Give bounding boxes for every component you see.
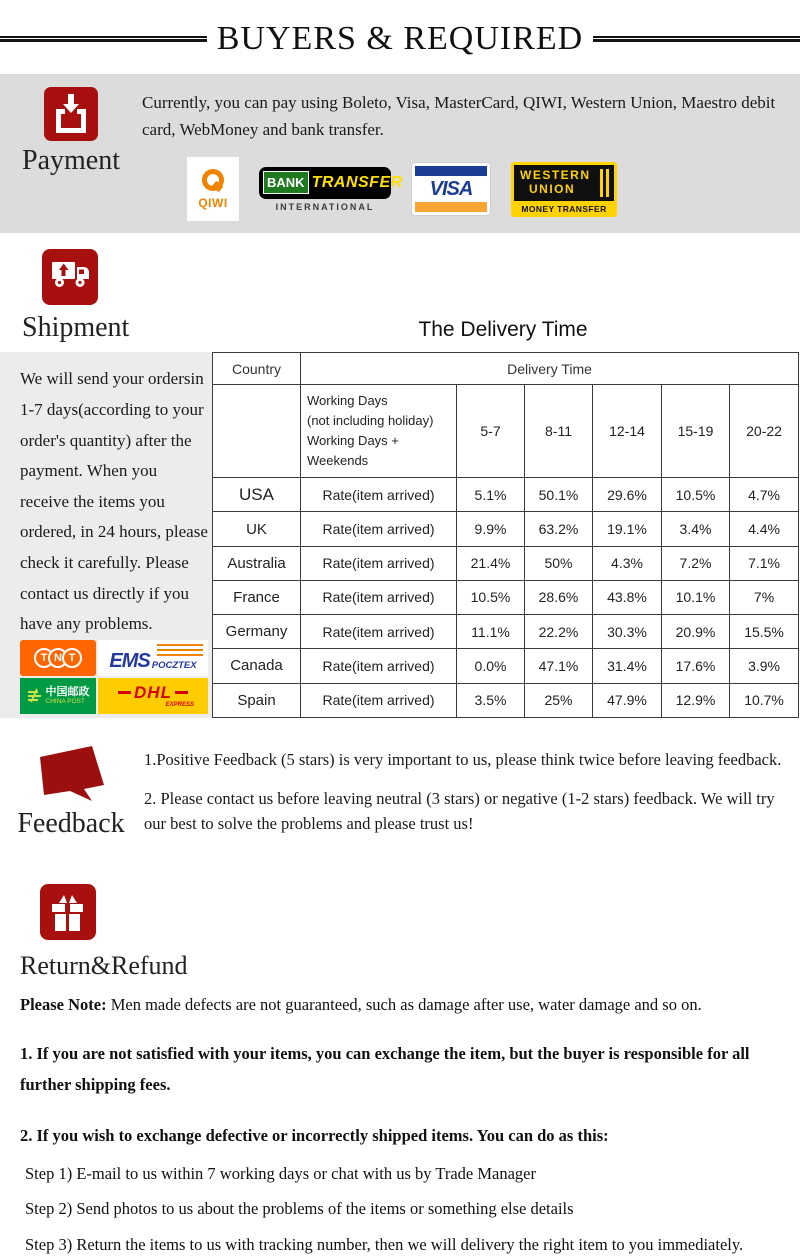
tnt-logo [20,640,96,676]
rate-cell: 5.1% [457,478,525,512]
table-row [213,546,799,580]
header-rule-right [593,36,800,42]
country-cell: USA [213,478,301,512]
payment-icon [44,87,98,141]
working-days-cell [301,385,457,478]
header-rule-left [0,36,207,42]
return-point-1: 1. If you are not satisfied with your items, you can exchange the item, but the buyer is responsible for all further shipping fees. [20,1043,750,1095]
shipment-icon-wrap [42,249,98,310]
qiwi-logo-label: QIWI [198,195,228,210]
delivery-time-table [212,352,799,717]
tnt-letter: T [34,648,54,668]
range-cell: 20-22 [730,385,799,478]
shipment-note: We will send your ordersin 1-7 days(according to your order's quantity) after the payment. When you receive the items you ordered, in 24 hours, please check it carefully. Please contact us directly if you have any problems. [20,369,208,634]
bank-transfer-word2: TRANSFER [311,173,403,191]
tnt-letter: N [48,648,68,668]
rate-cell: 12.9% [662,683,730,717]
payment-description: Currently, you can pay using Boleto, Visa, MasterCard, QIWI, Western Union, Maestro debit card, WebMoney and bank transfer. [142,93,776,140]
bank-transfer-logo [259,167,403,212]
delivery-time-header-cell: Delivery Time [301,353,799,385]
page-title: BUYERS & REQUIRED [216,20,584,57]
feedback-point-2: 2. Please contact us before leaving neutral (3 stars) or negative (1-2 stars) feedback. We will try our best to solve the problems and please trust us! [144,789,775,834]
shipment-title-row [0,312,800,344]
bank-transfer-logo-top [259,167,403,199]
return-point-2: 2. If you wish to exchange defective or incorrectly shipped items. You can do as this: [20,1126,609,1146]
rate-cell: 0.0% [457,649,525,683]
page-header [0,20,800,58]
table-row [213,615,799,649]
empty-cell [213,385,301,478]
western-union-word3: MONEY TRANSFER [521,203,607,214]
rate-cell: 25% [525,683,593,717]
country-cell: UK [213,512,301,546]
qiwi-logo [187,157,239,221]
feedback-section-right [142,744,800,852]
rate-cell: 10.5% [457,580,525,614]
rate-cell: 7.1% [730,546,799,580]
range-cell: 8-11 [525,385,593,478]
shipment-note-panel [0,352,212,717]
rate-cell: 50.1% [525,478,593,512]
country-cell: Germany [213,615,301,649]
return-icon-wrap [40,884,96,945]
desc-line: Working Days + Weekends [307,433,399,469]
rate-cell: 43.8% [593,580,662,614]
shipment-truck-icon [42,249,98,305]
return-step-2: Step 2) Send photos to us about the problems of the items or something else details [25,1199,574,1219]
visa-logo-top-stripe [415,166,487,176]
rate-cell: 17.6% [662,649,730,683]
country-header-cell: Country [213,353,301,385]
table-header-row [213,353,799,385]
rate-cell: 10.5% [662,478,730,512]
delivery-time-title: The Delivery Time [418,318,588,342]
rate-cell: 47.9% [593,683,662,717]
bank-transfer-word3: INTERNATIONAL [275,201,375,212]
feedback-section-left [0,744,142,852]
china-post-text [46,686,90,705]
shipment-label: Shipment [22,312,130,344]
rate-cell: 20.9% [662,615,730,649]
table-row [213,683,799,717]
visa-logo [411,162,491,216]
rate-cell: 4.7% [730,478,799,512]
return-step-3: Step 3) Return the items to us with tracking number, then we will delivery the right item to you immediately. [25,1234,744,1254]
payment-label: Payment [22,145,120,176]
pocztex-logo-label: POCZTEX [151,659,197,671]
western-union-logo-top [514,165,614,201]
table-subheader-row [213,385,799,478]
country-cell: Australia [213,546,301,580]
please-note-paragraph [20,993,778,1018]
payment-section [0,74,800,233]
country-cell: France [213,580,301,614]
rate-cell: 3.5% [457,683,525,717]
feedback-speech-bubble-icon [33,744,109,804]
ems-pocztex-logo [98,640,208,676]
table-row [213,649,799,683]
desc-line: Working Days [307,393,388,408]
payment-section-left [0,87,142,221]
rate-cell: 7% [730,580,799,614]
rate-cell: 28.6% [525,580,593,614]
please-note-rest: Men made defects are not guaranteed, such as damage after use, water damage and so on. [106,994,702,1014]
china-post-cn-label: 中国邮政 [45,686,90,699]
rate-cell: 11.1% [457,615,525,649]
ems-logo-label: EMS [109,649,150,672]
rate-label-cell: Rate(item arrived) [301,615,457,649]
rate-cell: 21.4% [457,546,525,580]
rate-cell: 22.2% [525,615,593,649]
rate-cell: 29.6% [593,478,662,512]
rate-label-cell: Rate(item arrived) [301,546,457,580]
payment-section-right [142,87,800,221]
gift-box-icon [40,884,96,940]
table-row [213,512,799,546]
rate-cell: 4.4% [730,512,799,546]
bank-transfer-word1: BANK [263,171,309,194]
table-row [213,478,799,512]
western-union-word2: UNION [529,181,576,196]
qiwi-q-icon [202,169,224,191]
visa-logo-label: VISA [429,177,473,200]
rate-label-cell: Rate(item arrived) [301,683,457,717]
return-refund-text-block [20,993,778,1258]
country-cell: Spain [213,683,301,717]
rate-cell: 10.1% [662,580,730,614]
rate-cell: 9.9% [457,512,525,546]
return-step-1: Step 1) E-mail to us within 7 working days or chat with us by Trade Manager [25,1163,536,1183]
rate-cell: 4.3% [593,546,662,580]
rate-cell: 7.2% [662,546,730,580]
rate-label-cell: Rate(item arrived) [301,649,457,683]
feedback-label: Feedback [17,807,125,839]
rate-cell: 3.4% [662,512,730,546]
return-refund-label: Return&Refund [20,950,188,980]
please-note-bold: Please Note: [20,994,107,1014]
range-cell: 12-14 [593,385,662,478]
payment-logos-row [187,157,786,221]
rate-cell: 15.5% [730,615,799,649]
shipment-section-header [0,249,800,344]
china-post-en-label: CHINA POST [45,697,85,705]
shipment-section-body [0,352,800,717]
tnt-letter: T [62,648,82,668]
return-refund-section-header [0,884,800,981]
china-post-emblem-icon [27,688,42,703]
rate-cell: 30.3% [593,615,662,649]
rate-cell: 50% [525,546,593,580]
western-union-word1: WESTERN [520,168,591,183]
country-cell: Canada [213,649,301,683]
china-post-logo [20,678,96,714]
rate-cell: 10.7% [730,683,799,717]
range-cell: 5-7 [457,385,525,478]
dhl-express-label: EXPRESS [165,701,194,708]
feedback-section [0,744,800,852]
dhl-logo-label: DHL [134,682,172,702]
table-row [213,580,799,614]
rate-cell: 63.2% [525,512,593,546]
rate-label-cell: Rate(item arrived) [301,512,457,546]
rate-label-cell: Rate(item arrived) [301,478,457,512]
western-union-logo [511,162,617,217]
ems-stripes-decoration [157,644,203,656]
rate-cell: 31.4% [593,649,662,683]
rate-cell: 3.9% [730,649,799,683]
desc-line: (not including holiday) [307,413,434,429]
dhl-logo [98,678,208,714]
feedback-point-1: 1.Positive Feedback (5 stars) is very important to us, please think twice before leaving feedback. [144,749,782,769]
rate-cell: 19.1% [593,512,662,546]
rate-label-cell: Rate(item arrived) [301,580,457,614]
carrier-logos-grid [20,640,208,714]
range-cell: 15-19 [662,385,730,478]
rate-cell: 47.1% [525,649,593,683]
visa-logo-bottom-stripe [415,202,487,212]
